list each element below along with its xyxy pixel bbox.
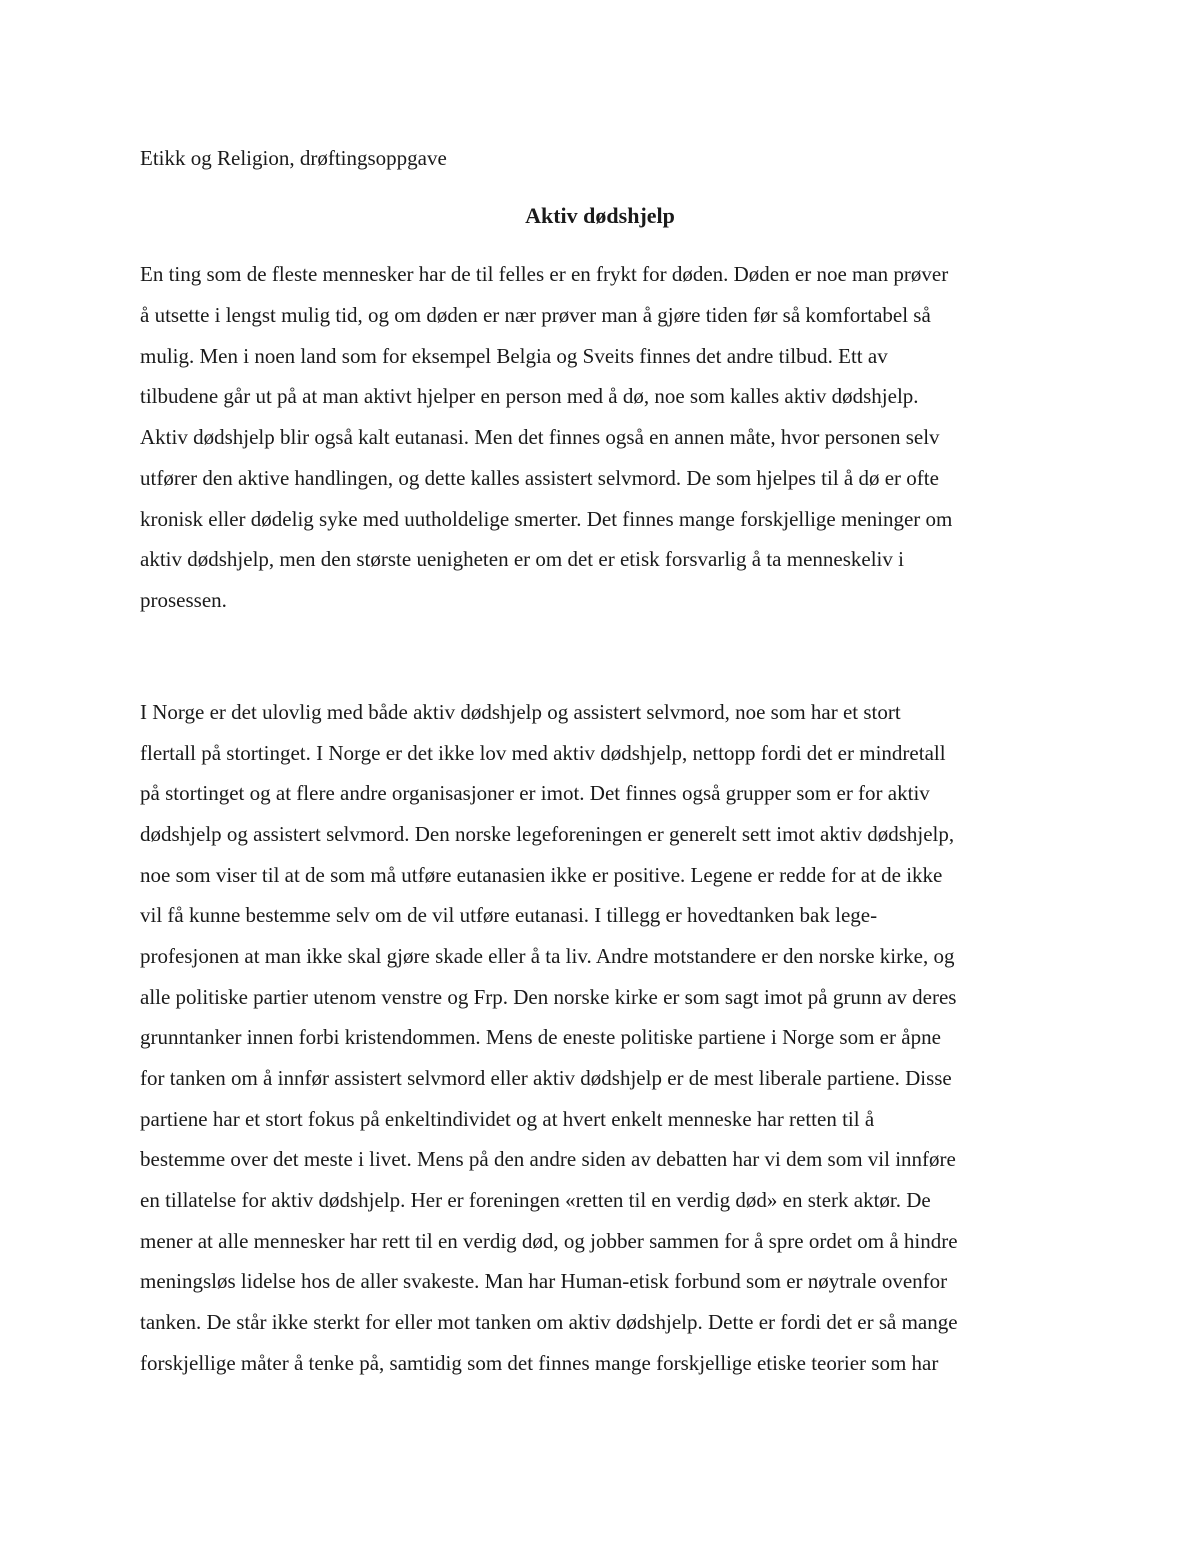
paragraph-line: tilbudene går ut på at man aktivt hjelper en person med å dø, noe som kalles aktiv dødshjelp. bbox=[140, 384, 919, 408]
paragraph-line: forskjellige måter å tenke på, samtidig som det finnes mange forskjellige etiske teorier som har bbox=[140, 1351, 939, 1375]
paragraph-line: noe som viser til at de som må utføre eutanasien ikke er positive. Legene er redde for at de ikke bbox=[140, 863, 943, 887]
paragraph-line: en tillatelse for aktiv dødshjelp. Her er foreningen «retten til en verdig død» en sterk aktør. De bbox=[140, 1188, 931, 1212]
paragraph-line: grunntanker innen forbi kristendommen. Mens de eneste politiske partiene i Norge som er åpne bbox=[140, 1025, 941, 1049]
paragraph-line: aktiv dødshjelp, men den største uenigheten er om det er etisk forsvarlig å ta menneskeliv i bbox=[140, 547, 904, 571]
paragraph-line: partiene har et stort fokus på enkeltindividet og at hvert enkelt menneske har retten til å bbox=[140, 1107, 875, 1131]
paragraph-line: vil få kunne bestemme selv om de vil utføre eutanasi. I tillegg er hovedtanken bak lege- bbox=[140, 903, 878, 927]
paragraph-line: tanken. De står ikke sterkt for eller mot tanken om aktiv dødshjelp. Dette er fordi det er så mange bbox=[140, 1310, 958, 1334]
paragraph-line: utfører den aktive handlingen, og dette kalles assistert selvmord. De som hjelpes til å dø er ofte bbox=[140, 466, 939, 490]
paragraph-line: på stortinget og at flere andre organisasjoner er imot. Det finnes også grupper som er for aktiv bbox=[140, 781, 930, 805]
paragraph-line: bestemme over det meste i livet. Mens på den andre siden av debatten har vi dem som vil innføre bbox=[140, 1147, 956, 1171]
paragraph-line: kronisk eller dødelig syke med uutholdelige smerter. Det finnes mange forskjellige meninger om bbox=[140, 507, 953, 531]
paragraph-line: prosessen. bbox=[140, 588, 227, 612]
paragraph-line: dødshjelp og assistert selvmord. Den norske legeforeningen er generelt sett imot aktiv dødshjelp, bbox=[140, 822, 955, 846]
subject-line: Etikk og Religion, drøftingsoppgave bbox=[140, 146, 447, 170]
document-title: Aktiv dødshjelp bbox=[525, 203, 675, 228]
paragraph-line: profesjonen at man ikke skal gjøre skade eller å ta liv. Andre motstandere er den norske kirke, og bbox=[140, 944, 955, 968]
paragraph-line: mener at alle mennesker har rett til en verdig død, og jobber sammen for å spre ordet om å hindre bbox=[140, 1229, 958, 1253]
paragraph-line: flertall på stortinget. I Norge er det ikke lov med aktiv dødshjelp, nettopp fordi det er mindretall bbox=[140, 741, 946, 765]
paragraph-line: meningsløs lidelse hos de aller svakeste. Man har Human-etisk forbund som er nøytrale ovenfor bbox=[140, 1269, 948, 1293]
paragraph-line: En ting som de fleste mennesker har de til felles er en frykt for døden. Døden er noe man prøver bbox=[140, 262, 949, 286]
paragraph-line: Aktiv dødshjelp blir også kalt eutanasi. Men det finnes også en annen måte, hvor personen selv bbox=[140, 425, 940, 449]
paragraph-line: å utsette i lengst mulig tid, og om døden er nær prøver man å gjøre tiden før så komfortabel så bbox=[140, 303, 931, 327]
paragraph-line: alle politiske partier utenom venstre og Frp. Den norske kirke er som sagt imot på grunn av deres bbox=[140, 985, 957, 1009]
paragraph-line: for tanken om å innfør assistert selvmord eller aktiv dødshjelp er de mest liberale partiene. Disse bbox=[140, 1066, 952, 1090]
paragraph-line: mulig. Men i noen land som for eksempel Belgia og Sveits finnes det andre tilbud. Ett av bbox=[140, 344, 888, 368]
paragraph-line: I Norge er det ulovlig med både aktiv dødshjelp og assistert selvmord, noe som har et stort bbox=[140, 700, 901, 724]
